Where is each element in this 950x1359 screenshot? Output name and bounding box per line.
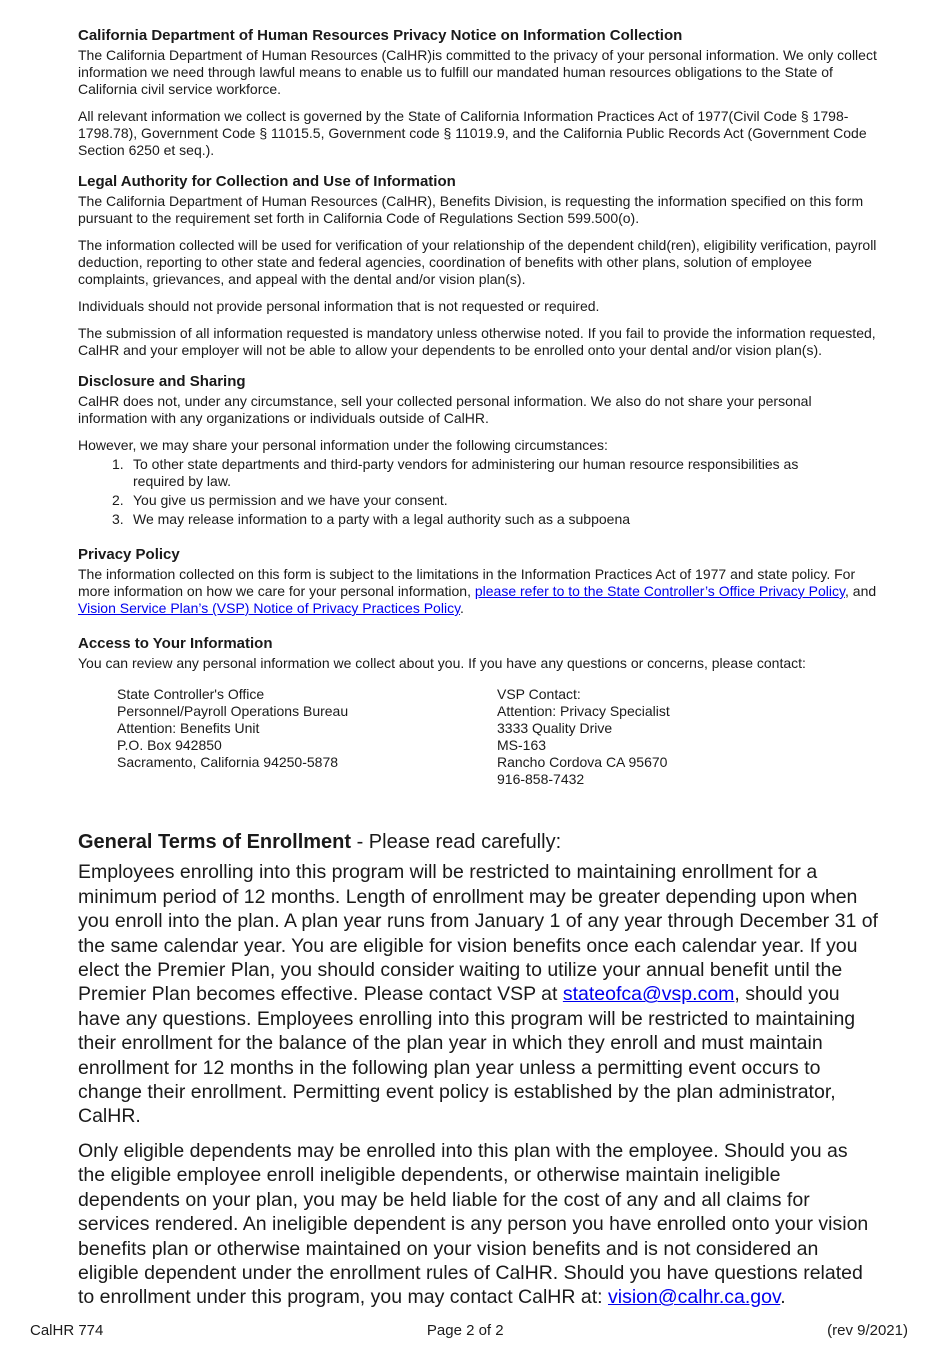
list-item	[112, 511, 812, 528]
vsp-email-link[interactable]: stateofca@vsp.com	[562, 983, 735, 1006]
policy-text: The information collected on this form is subject to the limitations in the Information Practices Act of 1977 and state policy. For more information on how we care for your personal information,	[78, 566, 856, 599]
address-line: MS-163	[497, 737, 547, 753]
sco-privacy-policy-link[interactable]: please refer to to the State Controller’s Office Privacy Policy	[474, 583, 845, 599]
address-line: 3333 Quality Drive	[497, 720, 613, 736]
disclosure-heading: Disclosure and Sharing	[78, 373, 246, 390]
list-number: 2.	[112, 492, 124, 508]
privacy-paragraph-2: All relevant information we collect is governed by the State of California Information Practices Act of 1977(Civil Code § 1798-1798.78), Government Code § 11015.5, Government code § 11019.9, and the California Public Records Act (Government Code Section 6250 et seq.).	[78, 108, 867, 158]
circumstances-list	[112, 456, 812, 528]
address-line: 916-858-7432	[497, 771, 585, 787]
address-line: Personnel/Payroll Operations Bureau	[117, 703, 349, 719]
policy-text: , and	[845, 583, 877, 599]
privacy-policy-paragraph	[78, 566, 884, 617]
privacy-policy-heading: Privacy Policy	[78, 546, 180, 563]
address-line: Rancho Cordova CA 95670	[497, 754, 668, 770]
legal-paragraph-1: The California Department of Human Resources (CalHR), Benefits Division, is requesting the information specified on this form pursuant to the requirement set forth in California Code of Regulations Section 599.500(o).	[78, 193, 864, 226]
list-text: You give us permission and we have your consent.	[133, 492, 448, 508]
general-terms-heading	[78, 830, 878, 854]
terms-text: .	[780, 1286, 786, 1309]
legal-paragraph-2: The information collected will be used for verification of your relationship of the dependent child(ren), eligibility verification, payroll deduction, reporting to other state and federal agencies, coordination of benefits with other plans, solution of employee complaints, grievances, and appeal with the dental and/or vision plan(s).	[78, 237, 877, 287]
disclosure-paragraph-1: CalHR does not, under any circumstance, sell your collected personal information. We also do not share your personal information with any organizations or individuals outside of CalHR.	[78, 393, 812, 426]
vsp-address	[497, 686, 877, 788]
list-item	[112, 492, 812, 509]
address-line: P.O. Box 942850	[117, 737, 222, 753]
address-line: Attention: Benefits Unit	[117, 720, 260, 736]
list-number: 3.	[112, 511, 124, 527]
address-line: Sacramento, California 94250-5878	[117, 754, 339, 770]
vsp-privacy-policy-link[interactable]: Vision Service Plan’s (VSP) Notice of Privacy Practices Policy	[78, 600, 461, 616]
address-line: Attention: Privacy Specialist	[497, 703, 670, 719]
list-number: 1.	[112, 456, 124, 472]
policy-text: .	[460, 600, 464, 616]
terms-text: Employees enrolling into this program will be restricted to maintaining enrollment for a minimum period of 12 months. Length of enrollment may be greater depending upon when you enroll into the plan. A plan year runs from January 1 of any year through December 31 of the same calendar year. You are eligible for vision benefits once each calendar year. If you elect the Premier Plan, you should consider waiting to utilize your annual benefit until the Premier Plan becomes effective. Please contact VSP at	[78, 861, 878, 1006]
calhr-email-link[interactable]: vision@calhr.ca.gov	[608, 1286, 781, 1309]
address-line: VSP Contact:	[497, 686, 581, 702]
legal-paragraph-3: Individuals should not provide personal information that is not requested or required.	[78, 298, 600, 314]
terms-subtitle: - Please read carefully:	[351, 831, 562, 853]
legal-authority-heading: Legal Authority for Collection and Use of Information	[78, 173, 456, 190]
page-number: Page 2 of 2	[426, 1321, 504, 1339]
privacy-paragraph-1: The California Department of Human Resources (CalHR)is committed to the privacy of your personal information. We only collect information we need through lawful means to enable us to fulfill our mandated human resources obligations to the State of California civil service workforce.	[78, 47, 877, 97]
access-paragraph: You can review any personal information we collect about you. If you have any questions or concerns, please contact:	[78, 655, 806, 671]
terms-text: , should you have any questions. Employees enrolling into this program will be restricted to maintaining their enrollment for the balance of the plan year in which they enroll and must maintain enrollment for 12 months in the following plan year unless a permitting event occurs to change their enrollment. Permitting event policy is established by the plan administrator, CalHR.	[78, 983, 856, 1128]
form-number: CalHR 774	[30, 1321, 104, 1339]
terms-paragraph-2	[78, 1139, 878, 1310]
list-text: We may release information to a party with a legal authority such as a subpoena	[133, 511, 631, 527]
revision-date: (rev 9/2021)	[827, 1321, 908, 1339]
terms-text: Only eligible dependents may be enrolled into this plan with the employee. Should you as the eligible employee enroll ineligible dependents, or otherwise maintain ineligible dependents on your plan, you may be held liable for the cost of any and all claims for services rendered. An ineligible dependent is any person you have enrolled onto your vision benefits plan or otherwise maintained on your vision benefits and is not considered an eligible dependent under the enrollment rules of CalHR. Should you have questions related to enrollment under this program, you may contact CalHR at:	[78, 1139, 869, 1309]
address-line: State Controller's Office	[117, 686, 265, 702]
terms-paragraph-1	[78, 860, 878, 1128]
list-text: To other state departments and third-party vendors for administering our human resource responsibilities as required by law.	[133, 456, 799, 489]
privacy-notice-heading: California Department of Human Resources Privacy Notice on Information Collection	[78, 27, 683, 44]
legal-paragraph-4: The submission of all information requested is mandatory unless otherwise noted. If you fail to provide the information requested, CalHR and your employer will not be able to allow your dependents to be enrolled onto your dental and/or vision plan(s).	[78, 325, 876, 358]
list-item	[112, 456, 812, 490]
contact-addresses	[117, 686, 950, 788]
sco-address	[117, 686, 497, 788]
disclosure-paragraph-2: However, we may share your personal information under the following circumstances:	[78, 437, 608, 453]
terms-title: General Terms of Enrollment	[78, 831, 352, 853]
page-footer	[30, 1322, 908, 1339]
access-heading: Access to Your Information	[78, 635, 273, 652]
